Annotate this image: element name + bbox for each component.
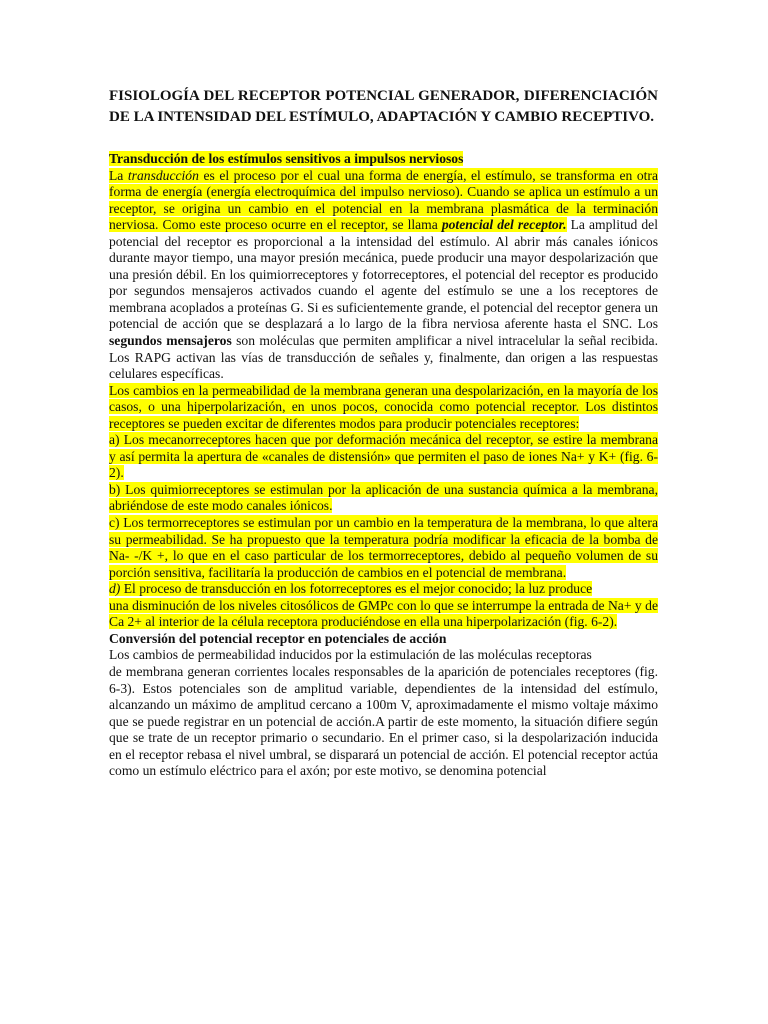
paragraph-conversion-2: de membrana generan corrientes locales responsables de la aparición de potenciales receptores (fig. 6-3). Estos potenciales son de amplitud variable, dependientes de la intensidad del estímulo, alcanzando un máximo de amplitud cercano a 100m V, aproximadamente el mismo voltaje máximo que se puede registrar en un potencial de acción.A partir de este momento, la situación difiere según que se trate de un receptor primario o secundario. En el primer caso, si la despolarización inducida en el receptor rebasa el nivel umbral, se disparará un potencial de acción. El potencial receptor actúa como un estímulo eléctrico para el axón; por este motivo, se denomina potencial	[109, 663, 658, 779]
section-heading-conversion: Conversión del potencial receptor en potenciales de acción	[109, 630, 447, 646]
term-transduccion: transducción	[127, 167, 199, 183]
list-item-quimiorreceptores: b) Los quimiorreceptores se estimulan por la aplicación de una sustancia química a la membrana, abriéndose de este modo canales iónicos.	[109, 481, 658, 514]
list-item-fotorreceptores: d) El proceso de transducción en los fotorreceptores es el mejor conocido; la luz produce	[109, 581, 593, 597]
paragraph-fotorreceptores-cont: una disminución de los niveles citosólicos de GMPc con lo que se interrumpe la entrada de Na+ y de Ca 2+ al interior de la célula receptora produciéndose en ella una hiperpolarización (fig. 6-2).	[109, 597, 658, 630]
document-body	[109, 151, 658, 780]
list-item-termorreceptores: c) Los termorreceptores se estimulan por un cambio en la temperatura de la membrana, lo que altera su permeabilidad. Se ha propuesto que la temperatura podría modificar la eficacia de la bomba de Na- -/K +, lo que en el caso particular de los termorreceptores, debido al pequeño volumen de su porción sensitiva, facilitaría la producción de cambios en el potencial de membrana.	[109, 515, 658, 580]
paragraph-permeabilidad: Los cambios en la permeabilidad de la membrana generan una despolarización, en la mayoría de los casos, o una hiperpolarización, en unos pocos, conocida como potencial receptor. Los distintos receptores se pueden excitar de diferentes modos para producir potenciales receptores:	[109, 382, 658, 431]
paragraph-conversion-1: Los cambios de permeabilidad inducidos por la estimulación de las moléculas receptoras	[109, 647, 592, 663]
term-segundos-mensajeros: segundos mensajeros	[109, 333, 232, 349]
section-heading-transduccion: Transducción de los estímulos sensitivos a impulsos nerviosos	[109, 151, 464, 166]
paragraph-transduccion: La transducción es el proceso por el cual una forma de energía, el estímulo, se transforma en otra forma de energía (energía electroquímica del impulso nervioso). Cuando se aplica un estímulo a un receptor, se origina un cambio en el potencial en la membrana plasmática de la terminación nerviosa. Como este proceso ocurre en el receptor, se llama potencial del receptor. La amplitud del potencial del receptor es proporcional a la intensidad del estímulo. Al abrir más canales iónicos durante mayor tiempo, una mayor presión mecánica, puede producir una mayor despolarización que una presión débil. En los quimiorreceptores y fotorreceptores, el potencial del receptor es producido por segundos mensajeros activados cuando el agente del estímulo se une a los receptores de membrana acoplados a proteínas G. Si es suficientemente grande, el potencial del receptor genera un potencial de acción que se desplazará a lo largo de la fibra nerviosa aferente hasta el SNC. Los segundos mensajeros son moléculas que permiten amplificar a nivel intracelular la señal recibida. Los RAPG activan las vías de transducción de señales y, finalmente, dan origen a las respuestas celulares específicas.	[109, 167, 658, 382]
list-marker-d: d)	[109, 581, 121, 597]
document-title: FISIOLOGÍA DEL RECEPTOR POTENCIAL GENERADOR, DIFERENCIACIÓN DE LA INTENSIDAD DEL ESTÍMULO, ADAPTACIÓN Y CAMBIO RECEPTIVO.	[109, 88, 658, 125]
list-item-mecanorreceptores: a) Los mecanorreceptores hacen que por deformación mecánica del receptor, se estire la membrana y así permita la apertura de «canales de distensión» que permiten el paso de iones Na+ y K+ (fig. 6-2).	[109, 432, 658, 481]
term-potencial-receptor: potencial del receptor.	[441, 217, 567, 233]
